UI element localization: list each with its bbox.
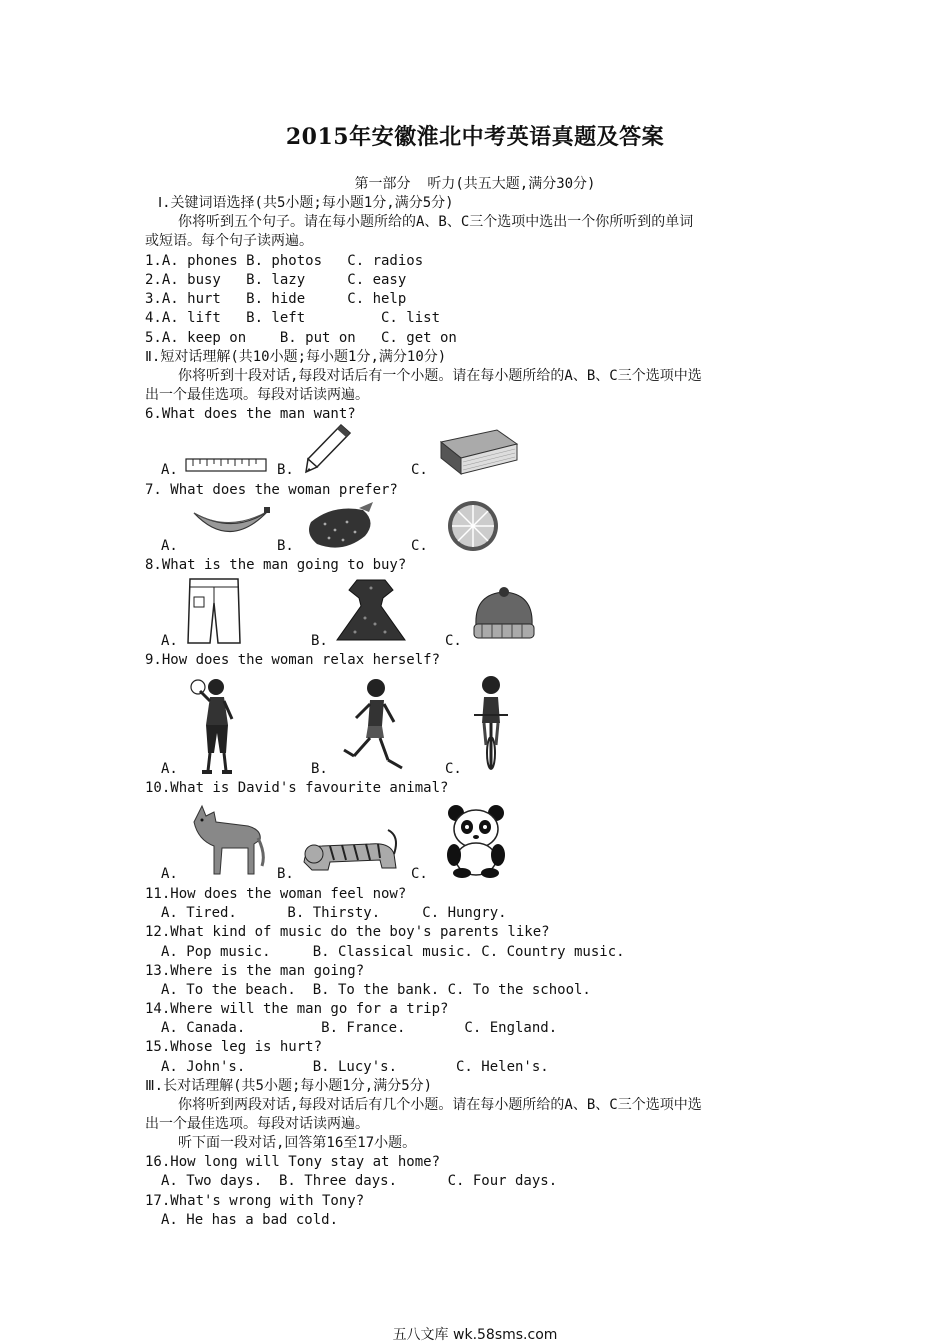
question-15-options: A. John's. B. Lucy's. C. Helen's.: [161, 1059, 549, 1075]
panda-image: [442, 803, 510, 879]
section1-instruction: 你将听到五个句子。请在每小题所给的A、B、C三个选项中选出一个你所听到的单词: [178, 214, 694, 230]
tiger-image: [300, 826, 400, 876]
q6-label-a: A.: [161, 462, 178, 478]
pencil-image: [303, 423, 353, 475]
section3-heading: Ⅲ.长对话理解(共5小题;每小题1分,满分5分): [145, 1078, 433, 1094]
running-girl-image: [336, 676, 408, 774]
footer-watermark: 五八文库 wk.58sms.com: [392, 1327, 558, 1343]
hat-image: [470, 586, 538, 642]
question-9: 9.How does the woman relax herself?: [145, 652, 441, 668]
question-4: 4.A. lift B. left C. list: [145, 310, 441, 326]
q10-label-c: C.: [411, 866, 428, 882]
q8-label-c: C.: [445, 633, 462, 649]
section1-instruction-cont: 或短语。每个句子读两遍。: [145, 233, 313, 249]
wolf-image: [188, 800, 266, 878]
question-1: 1.A. phones B. photos C. radios: [145, 253, 424, 269]
question-5: 5.A. keep on B. put on C. get on: [145, 330, 457, 346]
strawberry-image: [303, 500, 377, 552]
q8-label-b: B.: [311, 633, 328, 649]
question-16-options: A. Two days. B. Three days. C. Four days.: [161, 1173, 558, 1189]
banana-image: [190, 503, 272, 543]
q9-label-c: C.: [445, 761, 462, 777]
question-11: 11.How does the woman feel now?: [145, 886, 407, 902]
volleyball-girl-image: [188, 673, 240, 777]
part1-header: 第一部分 听力(共五大题,满分30分): [354, 176, 596, 192]
q9-label-b: B.: [311, 761, 328, 777]
q7-label-b: B.: [277, 538, 294, 554]
section2-instruction: 你将听到十段对话,每段对话后有一个小题。请在每小题所给的A、B、C三个选项中选: [178, 368, 702, 384]
question-11-options: A. Tired. B. Thirsty. C. Hungry.: [161, 905, 507, 921]
q7-label-c: C.: [411, 538, 428, 554]
question-16: 16.How long will Tony stay at home?: [145, 1154, 441, 1170]
dress-image: [335, 578, 407, 644]
question-15: 15.Whose leg is hurt?: [145, 1039, 323, 1055]
question-12-options: A. Pop music. B. Classical music. C. Country music.: [161, 944, 625, 960]
cycling-girl-image: [470, 673, 512, 773]
q8-label-a: A.: [161, 633, 178, 649]
question-17-option-a: A. He has a bad cold.: [161, 1212, 339, 1228]
section2-instruction-cont: 出一个最佳选项。每段对话读两遍。: [145, 387, 369, 403]
shorts-image: [186, 575, 242, 647]
question-13-options: A. To the beach. B. To the bank. C. To the school.: [161, 982, 591, 998]
section3-instruction: 你将听到两段对话,每段对话后有几个小题。请在每小题所给的A、B、C三个选项中选: [178, 1097, 702, 1113]
page-title: 2015年安徽淮北中考英语真题及答案: [285, 124, 665, 150]
question-8: 8.What is the man going to buy?: [145, 557, 407, 573]
section1-heading: Ⅰ.关键词语选择(共5小题;每小题1分,满分5分): [158, 195, 454, 211]
section3-dialogue-note: 听下面一段对话,回答第16至17小题。: [178, 1135, 417, 1151]
question-12: 12.What kind of music do the boy's parents like?: [145, 924, 550, 940]
q6-label-b: B.: [277, 462, 294, 478]
q9-label-a: A.: [161, 761, 178, 777]
question-14: 14.Where will the man go for a trip?: [145, 1001, 449, 1017]
question-13: 13.Where is the man going?: [145, 963, 365, 979]
question-7: 7. What does the woman prefer?: [145, 482, 398, 498]
question-6: 6.What does the man want?: [145, 406, 356, 422]
question-17: 17.What's wrong with Tony?: [145, 1193, 365, 1209]
q10-label-a: A.: [161, 866, 178, 882]
ruler-image: [185, 458, 267, 472]
section2-heading: Ⅱ.短对话理解(共10小题;每小题1分,满分10分): [145, 349, 447, 365]
q7-label-a: A.: [161, 538, 178, 554]
q10-label-b: B.: [277, 866, 294, 882]
question-14-options: A. Canada. B. France. C. England.: [161, 1020, 558, 1036]
question-3: 3.A. hurt B. hide C. help: [145, 291, 407, 307]
question-2: 2.A. busy B. lazy C. easy: [145, 272, 407, 288]
q6-label-c: C.: [411, 462, 428, 478]
question-10: 10.What is David's favourite animal?: [145, 780, 449, 796]
section3-instruction-cont: 出一个最佳选项。每段对话读两遍。: [145, 1116, 369, 1132]
book-image: [437, 428, 519, 476]
orange-image: [444, 499, 502, 553]
